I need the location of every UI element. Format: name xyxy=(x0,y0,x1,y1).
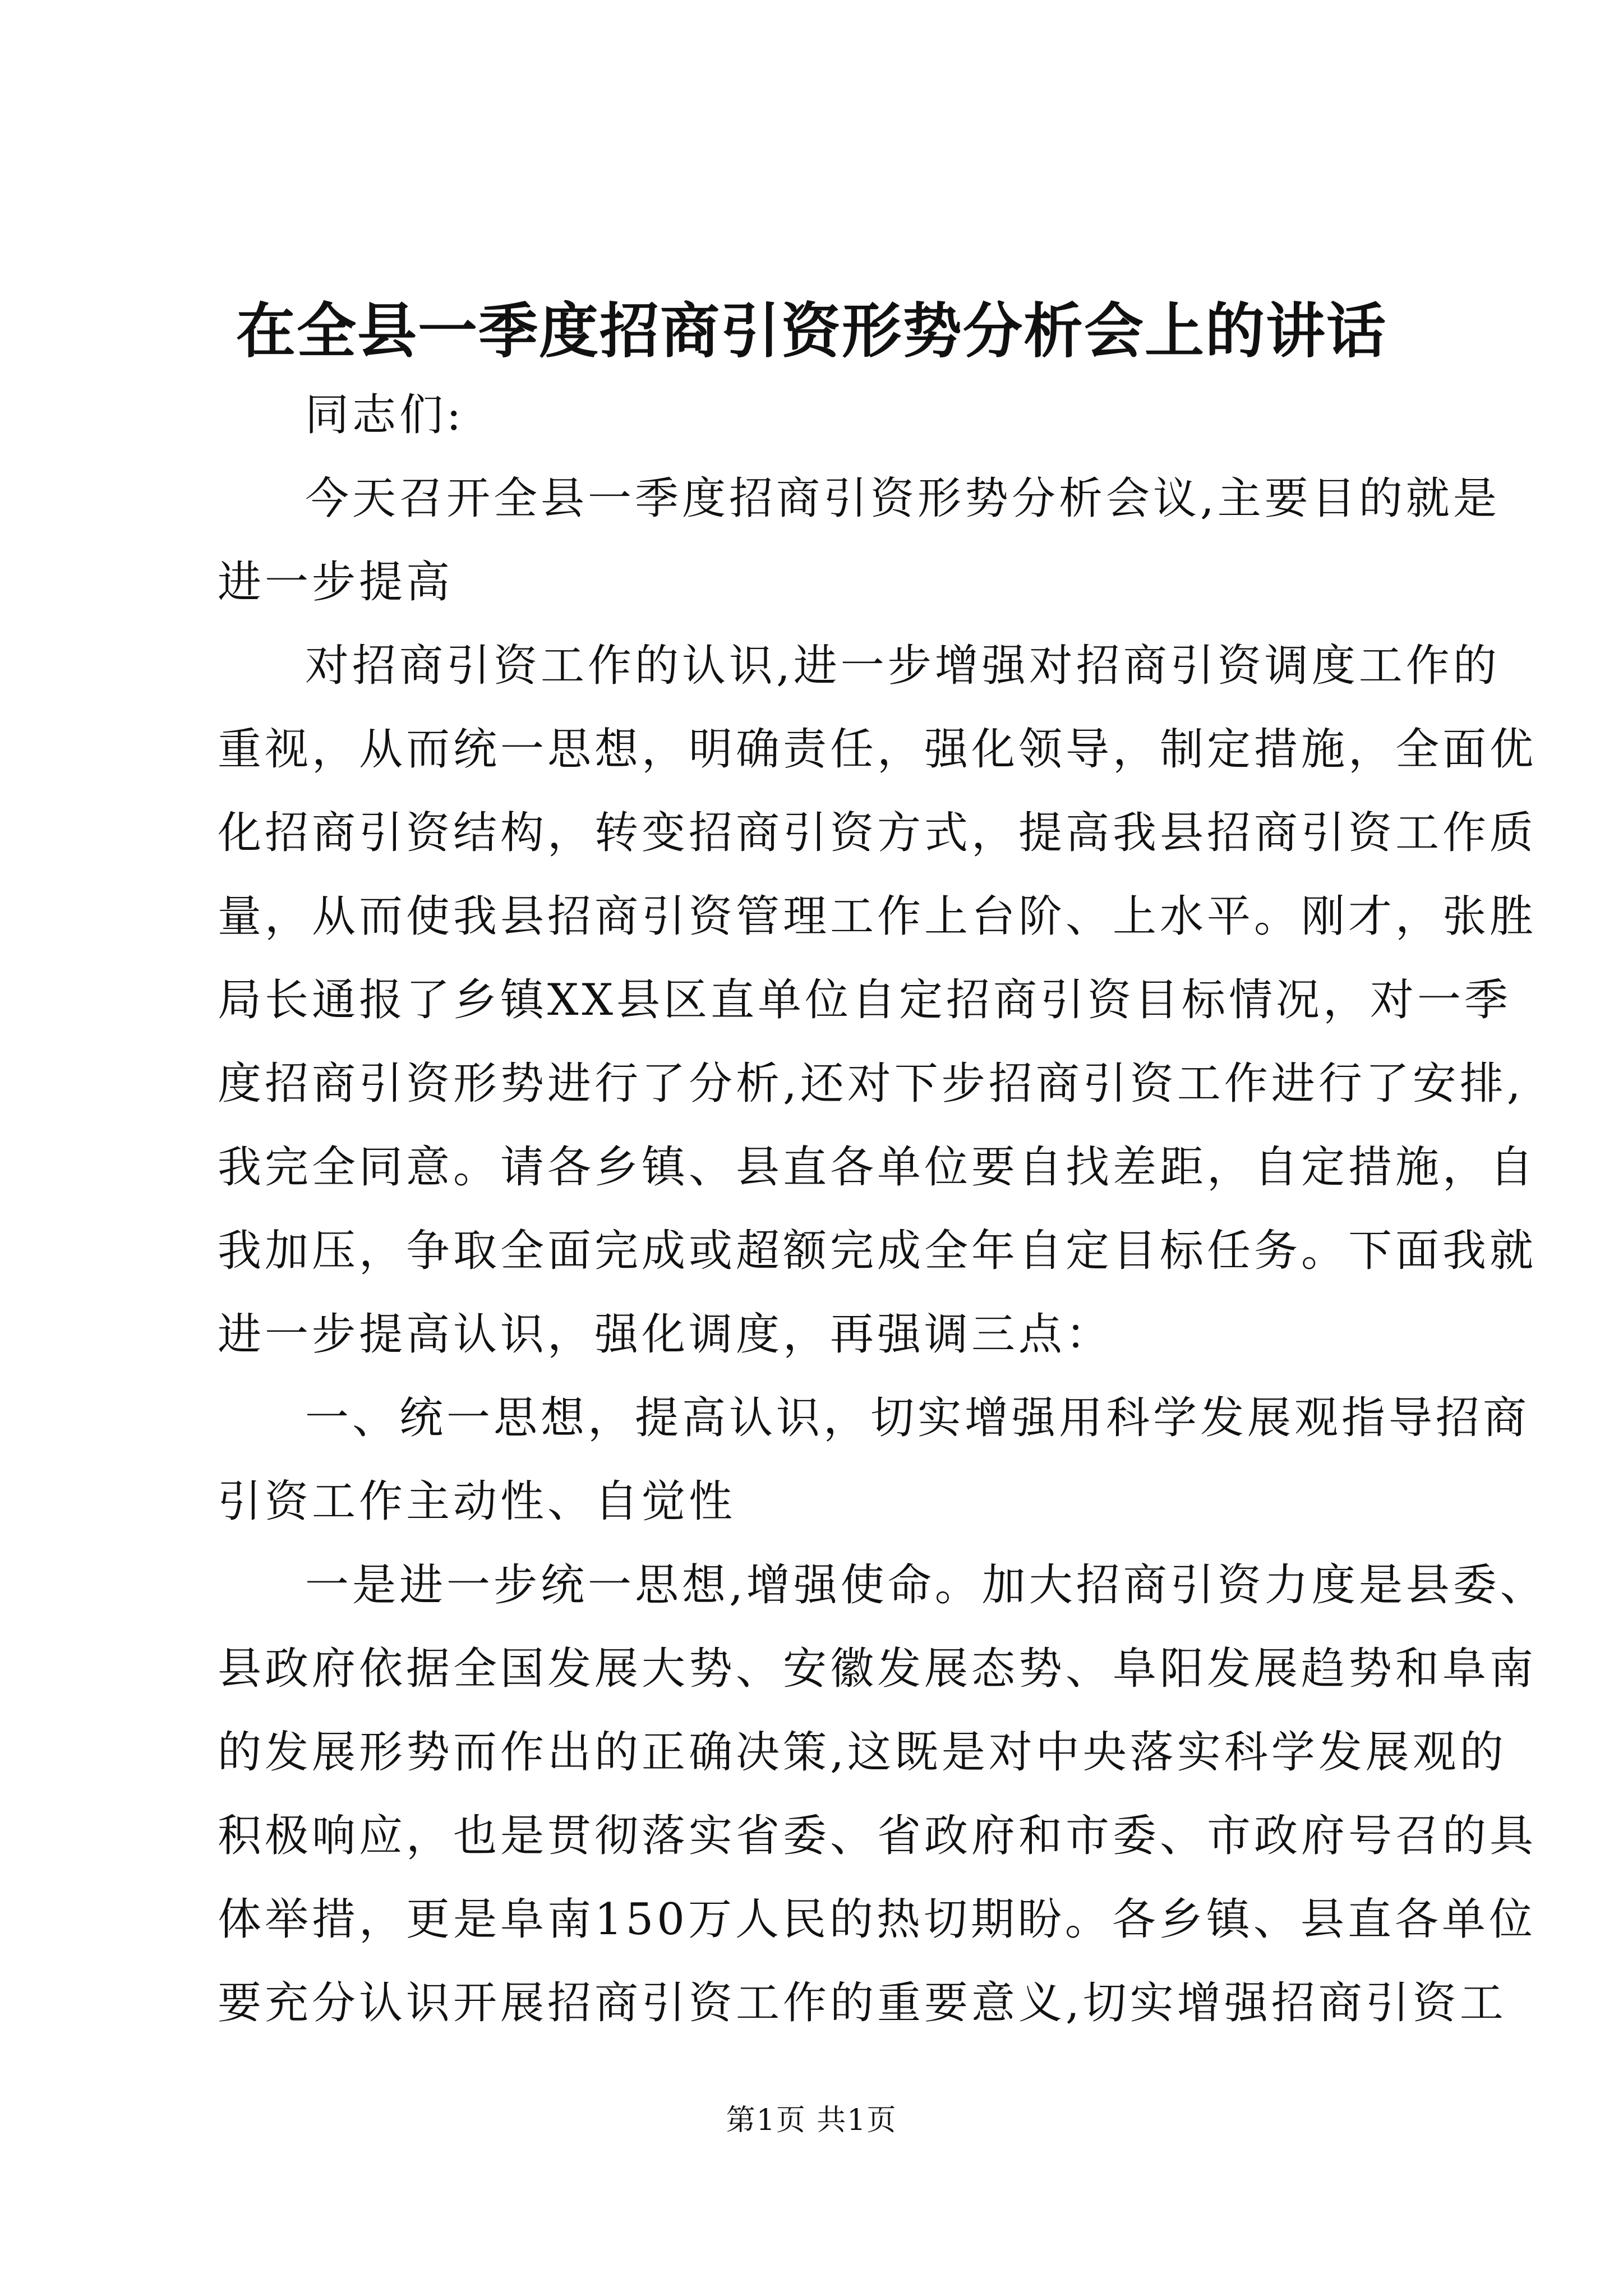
text-line: 一是进一步统一思想,增强使命。加大招商引资力度是县委、 xyxy=(305,1560,1547,1611)
page-footer: 第1页 共1页 xyxy=(726,2104,897,2137)
text-line: 我完全同意。请各乡镇、县直各单位要自找差距，自定措施，自 xyxy=(218,1142,1537,1193)
text-line: 局长通报了乡镇XX县区直单位自定招商引资目标情况，对一季 xyxy=(218,975,1512,1025)
text-line: 体举措，更是阜南150万人民的热切期盼。各乡镇、县直各单位 xyxy=(218,1894,1536,1945)
text-line: 同志们: xyxy=(305,390,465,440)
text-line: 我加压，争取全面完成或超额完成全年自定目标任务。下面我就 xyxy=(218,1226,1537,1276)
text-line: 对招商引资工作的认识,进一步增强对招商引资调度工作的 xyxy=(305,641,1500,691)
text-line: 进一步提高认识，强化调度，再强调三点： xyxy=(218,1309,1113,1360)
text-line: 引资工作主动性、自觉性 xyxy=(218,1476,736,1527)
text-line: 化招商引资结构，转变招商引资方式，提高我县招商引资工作质 xyxy=(218,808,1537,858)
document-title: 在全县一季度招商引资形势分析会上的讲话 xyxy=(236,296,1387,366)
text-line: 一、统一思想，提高认识，切实增强用科学发展观指导招商 xyxy=(305,1393,1530,1443)
text-line: 今天召开全县一季度招商引资形势分析会议,主要目的就是 xyxy=(305,473,1500,524)
text-line: 重视，从而统一思想，明确责任，强化领导，制定措施，全面优 xyxy=(218,724,1537,775)
text-line: 度招商引资形势进行了分析,还对下步招商引资工作进行了安排, xyxy=(218,1059,1524,1109)
document-body xyxy=(218,374,1547,2045)
text-line: 县政府依据全国发展大势、安徽发展态势、阜阳发展趋势和阜南 xyxy=(218,1644,1537,1694)
text-line: 的发展形势而作出的正确决策,这既是对中央落实科学发展观的 xyxy=(218,1727,1507,1778)
text-line: 进一步提高 xyxy=(218,557,454,608)
text-line: 积极响应，也是贯彻落实省委、省政府和市委、市政府号召的具 xyxy=(218,1811,1537,1861)
text-line: 要充分认识开展招商引资工作的重要意义,切实增强招商引资工 xyxy=(218,1978,1507,2028)
text-line: 量，从而使我县招商引资管理工作上台阶、上水平。刚才，张胜 xyxy=(218,891,1537,942)
